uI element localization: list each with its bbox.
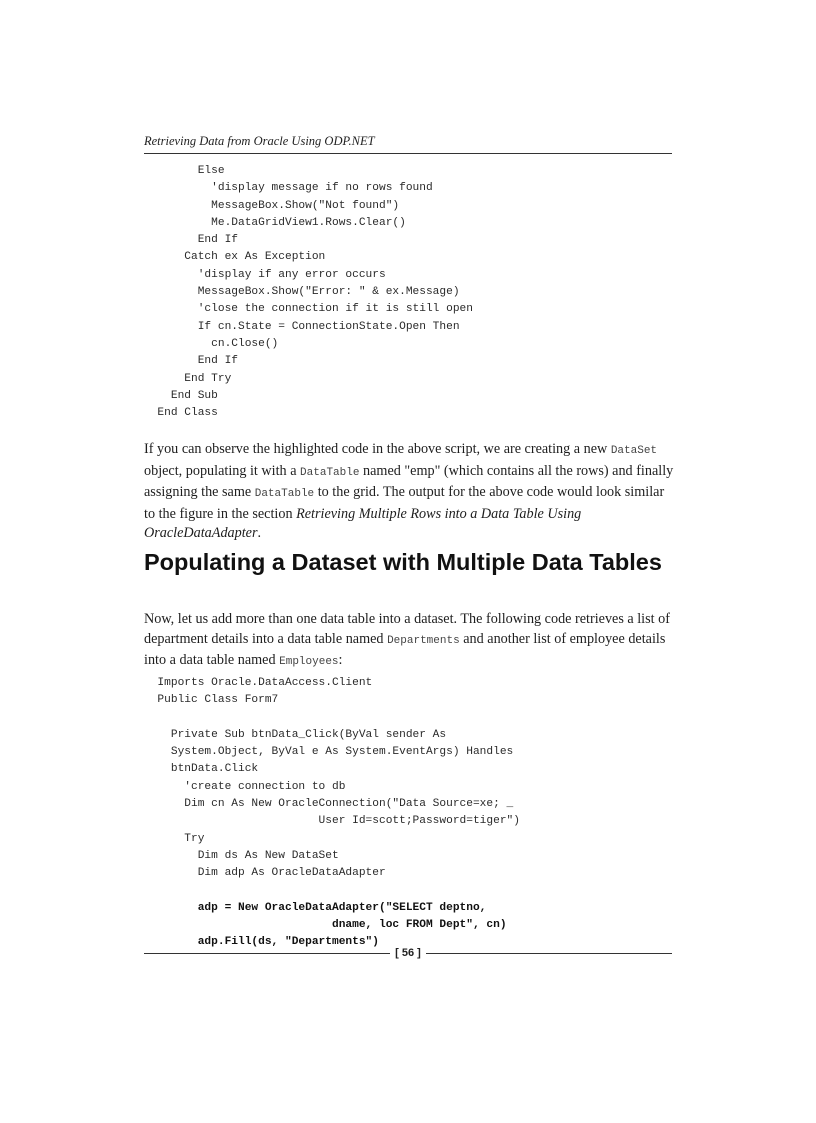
para2-text-1: Now, let us add more than one data table into a dataset. The following code retrieves a list of department details into a data table named	[144, 611, 670, 647]
code-line: Else	[144, 165, 225, 177]
code-line: 'display if any error occurs	[144, 268, 386, 281]
code-line: System.Object, ByVal e As System.EventArgs) Handles	[144, 746, 514, 759]
code-line	[144, 710, 672, 727]
para1-text-2: object, populating it with a	[144, 462, 301, 479]
footer-rule-right	[426, 953, 672, 954]
page-number: [ 56 ]	[395, 947, 421, 959]
para1-code-datatable: DataTable	[300, 466, 360, 479]
code-line: End If	[144, 234, 238, 247]
code-line: 'create connection to db	[144, 780, 346, 793]
code-line: Private Sub btnData_Click(ByVal sender As	[144, 728, 447, 741]
code-line: btnData.Click	[144, 763, 259, 776]
code-line: End Try	[144, 372, 232, 385]
paragraph-2	[144, 610, 674, 673]
para2-code-departments: Departments	[387, 634, 460, 647]
para1-text-3: named "emp" (which contains all the rows) and finally assigning the same	[144, 462, 674, 501]
code-line: MessageBox.Show("Error: " & ex.Message)	[144, 286, 460, 299]
footer-rule-left	[144, 953, 390, 954]
code-line: End If	[144, 355, 238, 368]
code-line: User Id=scott;Password=tiger")	[144, 815, 520, 828]
code-line: Dim cn As New OracleConnection("Data Source=xe; _	[144, 798, 514, 811]
code-line: cn.Close()	[144, 337, 279, 350]
para1-text-1: If you can observe the highlighted code in the above script, we are creating a new	[144, 441, 611, 457]
code-line: MessageBox.Show("Not found")	[144, 199, 400, 212]
running-header-title: Retrieving Data from Oracle Using ODP.NET	[144, 134, 375, 148]
para2-text-3: :	[338, 652, 343, 669]
para1-section-reference: Retrieving Multiple Rows into a Data Table Using OracleDataAdapter	[144, 505, 582, 542]
running-header	[144, 133, 672, 154]
para2-code-employees: Employees	[279, 656, 339, 669]
code-line: dname, loc FROM Dept", cn)	[144, 919, 507, 932]
code-block-1	[144, 163, 672, 422]
code-line: Try	[144, 832, 205, 845]
para1-text-5: .	[257, 525, 262, 542]
code-line: Public Class Form7	[144, 694, 279, 707]
code-line: Dim adp As OracleDataAdapter	[144, 867, 386, 880]
code-line: Me.DataGridView1.Rows.Clear()	[144, 216, 406, 229]
code-line: If cn.State = ConnectionState.Open Then	[144, 320, 460, 333]
code-line: End Class	[144, 407, 218, 420]
section-heading: Populating a Dataset with Multiple Data Tables	[144, 549, 662, 575]
paragraph-1	[144, 440, 674, 544]
code-line: 'close the connection if it is still open	[144, 303, 473, 316]
code-line: 'display message if no rows found	[144, 182, 433, 195]
para1-text-4: to the grid. The output for the above code would look similar to the figure in the section	[144, 484, 665, 522]
code-line: Imports Oracle.DataAccess.Client	[144, 677, 373, 689]
code-line: Dim ds As New DataSet	[144, 849, 339, 862]
code-line: End Sub	[144, 389, 218, 402]
code-line	[144, 883, 672, 900]
code-line: adp.Fill(ds, "Departments")	[144, 936, 379, 949]
para2-text-2: and another list of employee details into a data table named	[144, 630, 666, 669]
para1-code-dataset: DataSet	[610, 445, 658, 457]
code-block-2	[144, 675, 672, 952]
code-line: adp = New OracleDataAdapter("SELECT deptno,	[144, 901, 487, 914]
page-footer	[144, 945, 672, 963]
code-line: Catch ex As Exception	[144, 251, 326, 264]
para1-code-datatable-2: DataTable	[254, 488, 315, 501]
